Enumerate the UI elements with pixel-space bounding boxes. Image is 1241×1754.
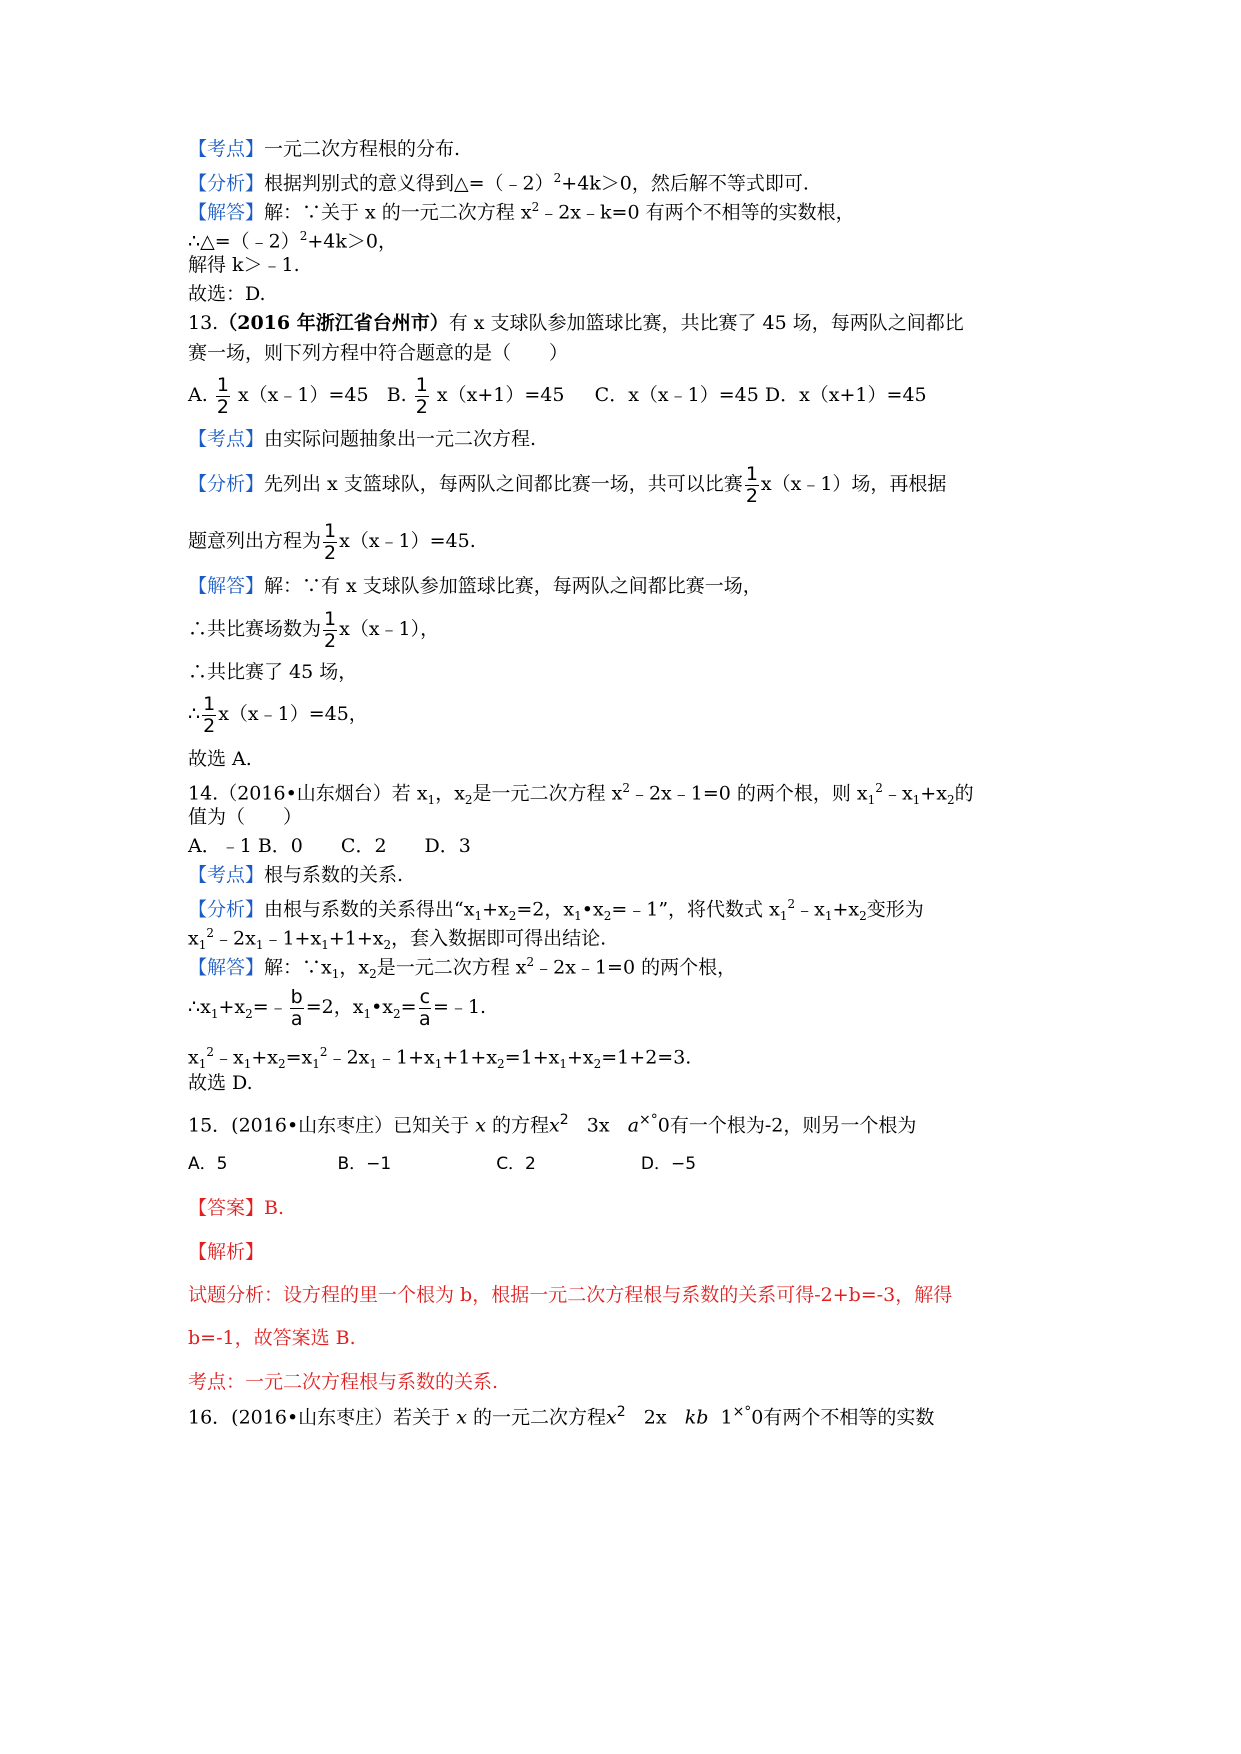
- q14-jieda-line: [188, 950, 736, 986]
- t: 是一元二次方程 x: [376, 956, 527, 979]
- q12-kaodian-text: 一元二次方程根的分布.: [264, 138, 461, 160]
- t: 变形为: [866, 898, 924, 921]
- q15-analysis-2: b=-1，故答案选 B.: [188, 1327, 356, 1349]
- q14-s1c: 是一元二次方程 x: [472, 782, 623, 805]
- sub: 1: [198, 1057, 207, 1072]
- q12-kaodian-line: [188, 137, 460, 161]
- q13-jieda-text: 解：∵有 x 支球队参加篮球比赛，每两队之间都比赛一场，: [264, 575, 762, 597]
- t: =1+2=3.: [601, 1046, 692, 1069]
- jieda-tag: 【解答】: [188, 575, 265, 597]
- q12-jieda-b: ﹣2x﹣k=0 有两个不相等的实数根，: [539, 201, 855, 224]
- q14-line2: [188, 1040, 691, 1076]
- fraction-numerator: 1: [216, 373, 229, 396]
- t: x: [475, 1114, 486, 1137]
- sup: 2: [622, 781, 630, 795]
- t: =x: [285, 1046, 313, 1069]
- q13-opt-a-label: A.: [188, 384, 208, 406]
- t: =2，x: [516, 898, 575, 921]
- t: =1+x: [504, 1046, 560, 1069]
- q15-answer-line: [188, 1196, 284, 1220]
- t: ﹣x: [795, 898, 825, 921]
- q15-options: [188, 1152, 696, 1176]
- q13-l-d-a: ∴: [188, 703, 201, 725]
- q13-jieda-line: [188, 574, 762, 598]
- sub: 2: [369, 967, 377, 982]
- q13-options-line: [188, 372, 927, 418]
- fraction-numerator: 1: [415, 373, 428, 396]
- t: +x: [832, 898, 860, 921]
- q13-fenxi2-a: 题意列出方程为: [188, 530, 322, 552]
- t: x: [188, 927, 199, 950]
- half-fraction: [216, 373, 230, 418]
- q12-line5: 解得 k＞﹣1.: [188, 254, 300, 276]
- daan-tag: 【答案】: [188, 1197, 265, 1219]
- sub: 2: [383, 938, 392, 953]
- t: ，x: [339, 956, 370, 979]
- t: 3x: [586, 1114, 610, 1137]
- q12-fenxi-a: 根据判别式的意义得到△=（﹣2）: [264, 172, 554, 195]
- sub: 1: [474, 909, 483, 924]
- t: 0: [751, 1406, 764, 1429]
- q12-l4-a: ∴△=（﹣2）: [188, 230, 300, 253]
- q13-kaodian-text: 由实际问题抽象出一元二次方程.: [264, 428, 537, 450]
- t: 解：∵x: [264, 956, 332, 979]
- t: 的方程: [491, 1114, 549, 1137]
- sub: 1: [312, 1057, 320, 1072]
- t: x: [605, 1406, 617, 1429]
- fraction-denominator: a: [418, 1007, 431, 1030]
- q13-line-a: [188, 606, 439, 652]
- t: 有两个不相等的实数: [763, 1406, 935, 1429]
- fraction-numerator: 1: [203, 692, 216, 715]
- sub: 2: [497, 1057, 505, 1072]
- q14-s1g: 的: [954, 782, 974, 805]
- sup: 2: [526, 955, 535, 969]
- q15-analysis-1: 试题分析：设方程的里一个根为 b，根据一元二次方程根与系数的关系可得-2+b=-3，解得: [188, 1284, 953, 1306]
- q14-s1f: +x: [920, 782, 947, 805]
- q15-kaodian: 考点：一元二次方程根与系数的关系.: [188, 1371, 499, 1393]
- c-over-a-fraction: [418, 985, 431, 1030]
- fraction-numerator: 1: [324, 607, 337, 630]
- sub: 1: [824, 909, 833, 924]
- q13-l-d-b: x（x﹣1）=45，: [218, 703, 368, 725]
- t: 的一元二次方程: [472, 1406, 606, 1429]
- q12-line6: 故选：D.: [188, 283, 266, 305]
- t: ，套入数据即可得出结论.: [391, 927, 607, 950]
- fraction-denominator: a: [290, 1007, 303, 1030]
- fenxi-tag: 【分析】: [188, 172, 265, 195]
- sub: 2: [593, 1057, 602, 1072]
- q13-l-b: x（x﹣1），: [339, 618, 440, 640]
- q13-l-a: ∴共比赛场数为: [188, 618, 322, 640]
- t: =﹣1.: [433, 996, 487, 1018]
- t: =﹣: [252, 996, 288, 1018]
- sub: 1: [912, 793, 921, 808]
- q12-l4-b: +4k＞0，: [307, 230, 397, 253]
- t: x: [548, 1114, 560, 1137]
- fraction-numerator: b: [290, 985, 303, 1008]
- t: +x: [251, 1046, 278, 1069]
- sub: 2: [603, 909, 612, 924]
- kaodian-tag: 【考点】: [188, 138, 265, 160]
- t: 1: [720, 1406, 733, 1429]
- q14-s1a: 14.（2016•山东烟台）若 x: [188, 782, 428, 805]
- sub: 2: [278, 1057, 286, 1072]
- fraction-numerator: c: [419, 985, 431, 1008]
- t: 15．(2016•山东枣庄）已知关于: [188, 1114, 470, 1137]
- t: D．−5: [640, 1154, 697, 1174]
- q16-stem: 16．(2016•山东枣庄）若关于 x 的一元二次方程$x^2$ 2x kb 1×°0有两个不相等的实数: [188, 1404, 935, 1429]
- sub: 1: [559, 1057, 567, 1072]
- fenxi-tag: 【分析】: [188, 473, 265, 495]
- sub: 1: [427, 793, 436, 808]
- q12-jieda-line: [188, 195, 855, 224]
- fraction-numerator: 1: [745, 462, 758, 485]
- q12-jieda-a: 解：∵关于 x 的一元二次方程 x: [264, 201, 532, 224]
- t: 有一个根为-2，则另一个根为: [669, 1114, 917, 1137]
- sub: 1: [867, 793, 876, 808]
- q13-fenxi-line2: [188, 518, 476, 564]
- t: ﹣2x: [327, 1046, 370, 1069]
- q14-line3: 故选 D.: [188, 1072, 253, 1094]
- q14-s1e: ﹣x: [882, 782, 913, 805]
- sub: 1: [434, 1057, 443, 1072]
- sup: 2: [875, 781, 883, 795]
- q14-kaodian-text: 根与系数的关系.: [264, 864, 404, 886]
- q13-line-c: ∴共比赛了 45 场，: [188, 661, 358, 683]
- q13-opt-b-label: B.: [386, 384, 407, 406]
- q14-stem-line1: [188, 776, 974, 812]
- q13-fenxi-b: x（x﹣1）场，再根据: [760, 473, 947, 495]
- q12-l4-sup: 2: [299, 229, 308, 243]
- t: ﹣2x: [214, 927, 256, 950]
- t: B.: [264, 1197, 285, 1219]
- q13-line-d: [188, 691, 368, 737]
- sub: 1: [363, 1006, 372, 1021]
- q14-s1b: ，x: [435, 782, 465, 805]
- sub: 2: [859, 909, 867, 924]
- half-fraction: [323, 607, 337, 652]
- t: ﹣2x﹣1=0 的两个根，: [534, 956, 737, 979]
- q12-fenxi-line: [188, 166, 809, 195]
- sub: 1: [779, 909, 788, 924]
- t: 2x: [643, 1406, 667, 1429]
- half-fraction: [202, 692, 216, 737]
- q12-fenxi-b: +4k＞0，然后解不等式即可.: [561, 172, 809, 195]
- sub: 1: [255, 938, 264, 953]
- t: •x: [581, 898, 604, 921]
- t: ∴x: [188, 996, 211, 1018]
- q13-opt-a-rest: x（x﹣1）=45: [237, 384, 369, 406]
- half-fraction: [415, 373, 429, 418]
- t: 16．(2016•山东枣庄）若关于: [188, 1406, 451, 1429]
- q13-stem-line2: 赛一场，则下列方程中符合题意的是（ ）: [188, 342, 569, 364]
- sub: 2: [946, 793, 955, 808]
- t: ﹣x: [214, 1046, 244, 1069]
- t: +x: [218, 996, 246, 1018]
- fraction-denominator: 2: [324, 629, 337, 652]
- q12-fenxi-sup: 2: [553, 171, 562, 185]
- half-fraction: [323, 519, 337, 564]
- q13-line-e: 故选 A.: [188, 748, 252, 770]
- q15-jiexi-tag: 【解析】: [188, 1241, 265, 1263]
- sub: 2: [245, 1006, 253, 1021]
- q14-s1d: ﹣2x﹣1=0 的两个根，则 x: [629, 782, 868, 805]
- q12-jieda-sup: 2: [531, 200, 540, 214]
- b-over-a-fraction: [290, 985, 304, 1030]
- t: ﹣1+x: [263, 927, 322, 950]
- q14-line1: [188, 984, 486, 1037]
- fraction-denominator: 2: [324, 541, 337, 564]
- q13-source: （2016 年浙江省台州市）: [218, 312, 449, 334]
- t: +1+x: [328, 927, 384, 950]
- sub: 1: [243, 1057, 252, 1072]
- sub: 1: [210, 1006, 219, 1021]
- jieda-tag: 【解答】: [188, 201, 265, 224]
- t: B．−1: [337, 1154, 392, 1174]
- sub: 2: [464, 793, 473, 808]
- q12-line4: [188, 224, 397, 253]
- t: •x: [371, 996, 394, 1018]
- q13-stem1: 有 x 支球队参加篮球比赛，共比赛了 45 场，每两队之间都比: [448, 312, 964, 334]
- t: x: [188, 1046, 199, 1069]
- t: kb: [684, 1406, 709, 1429]
- q13-fenxi2-b: x（x﹣1）=45.: [339, 530, 476, 552]
- q14-options: A．﹣1 B．0 C．2 D．3: [188, 835, 471, 857]
- q14-kaodian-line: [188, 863, 403, 887]
- q13-fenxi-a: 先列出 x 支篮球队，每两队之间都比赛一场，共可以比赛: [264, 473, 743, 495]
- t: +x: [482, 898, 509, 921]
- sub: 1: [369, 1057, 378, 1072]
- q13-opt-b-rest: x（x+1）=45: [436, 384, 565, 406]
- sup: 2: [319, 1045, 328, 1059]
- sub: 1: [574, 909, 582, 924]
- t: 0: [657, 1114, 670, 1137]
- t: =﹣1”，将代数式 x: [611, 898, 780, 921]
- q13-stem-line1: [188, 311, 964, 335]
- t: a: [627, 1114, 640, 1137]
- q15-stem: 15．(2016•山东枣庄）已知关于 x 的方程$x^2$ 3x a×°0有一个根为-2，则另一个根为: [188, 1112, 917, 1137]
- kaodian-tag: 【考点】: [188, 864, 265, 886]
- t: A．5: [188, 1154, 228, 1174]
- t: ﹣1+x: [377, 1046, 435, 1069]
- q13-opt-cd: C．x（x﹣1）=45 D．x（x+1）=45: [594, 384, 927, 406]
- t: +1+x: [442, 1046, 498, 1069]
- t: +x: [566, 1046, 594, 1069]
- sub: 1: [321, 938, 329, 953]
- sup: 2: [206, 926, 214, 940]
- q14-stem-line2: 值为（ ）: [188, 806, 303, 828]
- fraction-denominator: 2: [415, 395, 428, 418]
- q13-number: 13.: [188, 312, 219, 334]
- sub: 2: [393, 1006, 401, 1021]
- sub: 1: [331, 967, 340, 982]
- fraction-denominator: 2: [203, 714, 216, 737]
- t: x: [456, 1406, 467, 1429]
- fraction-denominator: 2: [216, 395, 229, 418]
- sup: 2: [787, 897, 796, 911]
- q13-kaodian-line: [188, 427, 536, 451]
- kaodian-tag: 【考点】: [188, 428, 265, 450]
- jieda-tag: 【解答】: [188, 956, 265, 979]
- half-fraction: [745, 462, 759, 507]
- t: C．2: [496, 1154, 536, 1174]
- sub: 2: [508, 909, 517, 924]
- fenxi-tag: 【分析】: [188, 898, 265, 921]
- sup: 2: [206, 1045, 214, 1059]
- q13-fenxi-line: [188, 461, 946, 507]
- t: =: [400, 996, 417, 1018]
- sub: 1: [198, 938, 207, 953]
- t: =2，x: [305, 996, 364, 1018]
- fraction-denominator: 2: [745, 484, 758, 507]
- t: 由根与系数的关系得出“x: [264, 898, 475, 921]
- fraction-numerator: 1: [324, 519, 337, 542]
